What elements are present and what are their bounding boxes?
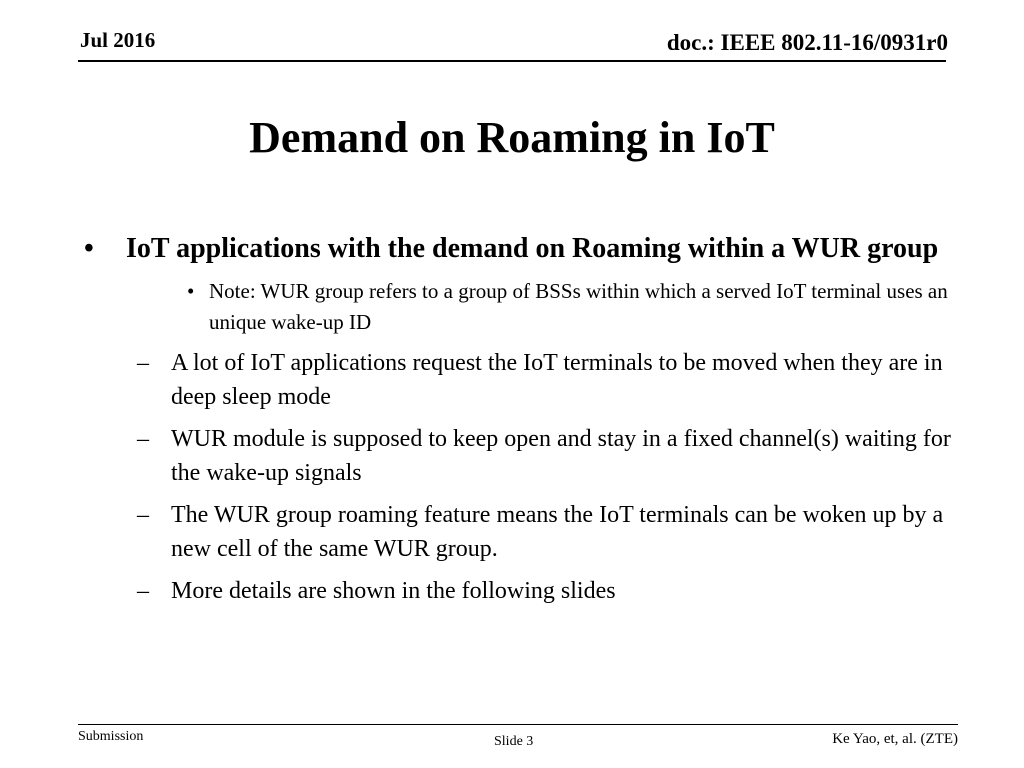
slide-body bbox=[84, 228, 954, 608]
sub-bullet-text: The WUR group roaming feature means the IoT terminals can be woken up by a new cell of the same WUR group. bbox=[171, 502, 944, 562]
header-date: Jul 2016 bbox=[80, 28, 156, 52]
slide-title: Demand on Roaming in IoT bbox=[249, 113, 775, 162]
bullet-marker: • bbox=[84, 233, 94, 264]
main-bullet-text: IoT applications with the demand on Roaming within a WUR group bbox=[126, 233, 939, 264]
sub-bullet-text: A lot of IoT applications request the IoT terminals to be moved when they are in deep sleep mode bbox=[171, 350, 943, 410]
sub-bullet bbox=[137, 498, 954, 566]
note-bullet-text: Note: WUR group refers to a group of BSSs within which a served IoT terminal uses an unique wake-up ID bbox=[209, 279, 948, 334]
note-bullet bbox=[187, 276, 954, 338]
sub-bullet bbox=[137, 346, 954, 414]
dash-marker: – bbox=[137, 350, 149, 376]
bullet-marker: • bbox=[187, 279, 195, 303]
footer-divider bbox=[78, 724, 958, 725]
footer-author: Ke Yao, et, al. (ZTE) bbox=[832, 731, 958, 747]
footer-submission: Submission bbox=[78, 729, 144, 744]
sub-bullet bbox=[137, 574, 954, 608]
sub-bullet bbox=[137, 422, 954, 490]
sub-bullet-text: More details are shown in the following slides bbox=[171, 578, 616, 604]
document-id: doc.: IEEE 802.11-16/0931r0 bbox=[666, 30, 948, 55]
sub-bullet-text: WUR module is supposed to keep open and stay in a fixed channel(s) waiting for the wake-up signals bbox=[171, 426, 951, 486]
main-bullet bbox=[84, 228, 954, 269]
dash-marker: – bbox=[137, 502, 149, 528]
dash-marker: – bbox=[137, 578, 149, 604]
slide-number: Slide 3 bbox=[494, 734, 534, 749]
header-divider bbox=[78, 60, 946, 62]
dash-marker: – bbox=[137, 426, 149, 452]
